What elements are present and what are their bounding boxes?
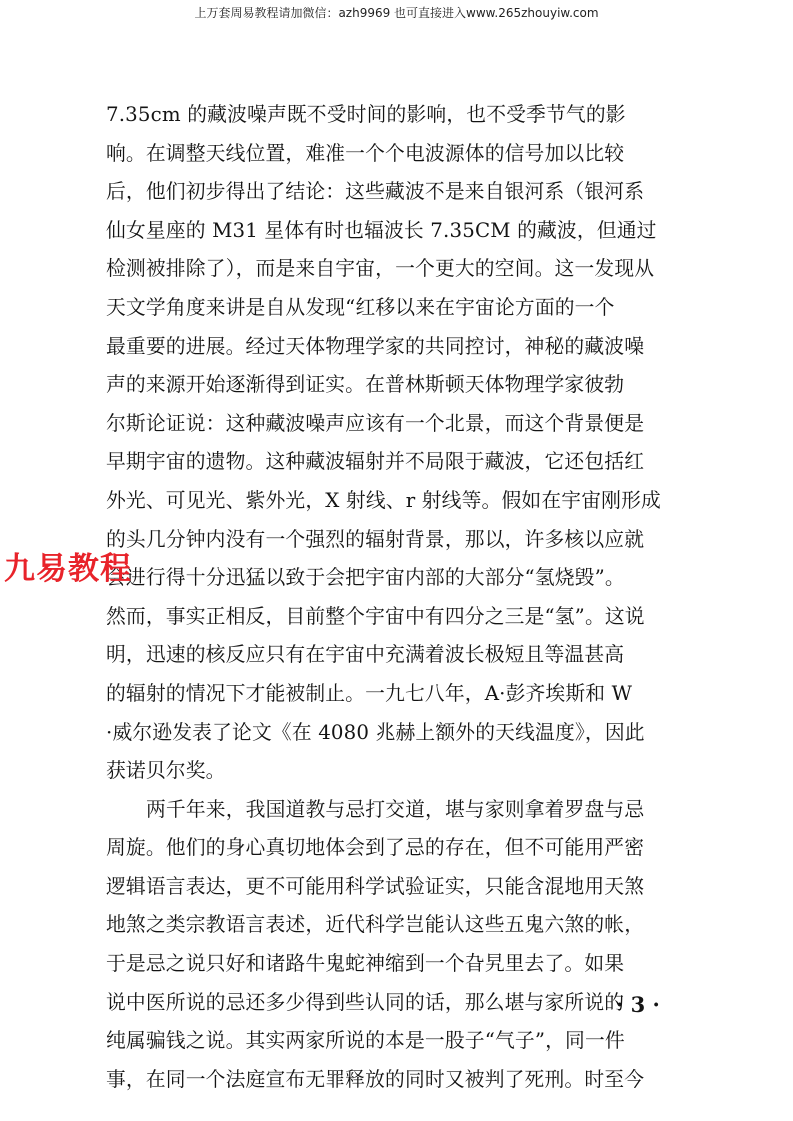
text-line: 纯属骗钱之说。其实两家所说的本是一股子“气子”，同一件 (106, 1029, 625, 1053)
text-line: 检测被排除了），而是来自宇宙，一个更大的空间。这一发现从 (106, 257, 655, 281)
paragraph-first-line: 两千年来，我国道教与忌打交道，堪与家则拿着罗盘与忌 (146, 797, 645, 821)
text-line: 地煞之类宗教语言表述，近代科学岂能认这些五鬼六煞的帐， (106, 913, 645, 937)
text-line: 声的来源开始逐渐得到证实。在普林斯顿天体物理学家彼勃 (106, 373, 625, 397)
text-line: 于是忌之说只好和诸路牛鬼蛇神缩到一个旮旯里去了。如果 (106, 952, 625, 976)
watermark-logo: 九易教程 (4, 551, 132, 587)
text-line: 早期宇宙的遗物。这种藏波辐射并不局限于藏波，它还包括红 (106, 450, 645, 474)
text-line: 最重要的进展。经过天体物理学家的共同控讨，神秘的藏波噪 (106, 334, 645, 358)
body-text (106, 96, 688, 1099)
text-line: 明，迅速的核反应只有在宇宙中充满着波长极短且等温甚高 (106, 643, 625, 667)
text-line: 天文学角度来讲是自从发现“红移以来在宇宙论方面的一个 (106, 295, 615, 319)
text-line: 逻辑语言表达，更不可能用科学试验证实，只能含混地用天煞 (106, 874, 645, 898)
text-line: 会进行得十分迅猛以致于会把宇宙内部的大部分“氢烧毁”。 (106, 566, 625, 590)
text-line: 的头几分钟内没有一个强烈的辐射背景，那以，许多核以应就 (106, 527, 645, 551)
text-line: 然而，事实正相反，目前整个宇宙中有四分之三是“氢”。这说 (106, 604, 645, 628)
page-number: · 3 · (616, 992, 660, 1017)
text-line: 外光、可见光、紫外光，X 射线、r 射线等。假如在宇宙刚形成 (106, 488, 661, 512)
page-header-banner: 上万套周易教程请加微信：azh9969 也可直接进入www.265zhouyiw.com (194, 6, 599, 20)
text-line: 的辐射的情况下才能被制止。一九七八年，A·彭齐埃斯和 W (106, 681, 633, 705)
text-line: 7.35cm 的藏波噪声既不受时间的影响，也不受季节气的影 (106, 103, 626, 126)
text-line: 响。在调整天线位置，难准一个个电波源体的信号加以比较 (106, 141, 625, 165)
text-line: 事，在同一个法庭宣布无罪释放的同时又被判了死刑。时至今 (106, 1067, 645, 1091)
text-line: 仙女星座的 M31 星体有时也辐波长 7.35CM 的藏波，但通过 (106, 218, 657, 242)
text-line: 尔斯论证说：这种藏波噪声应该有一个北景，而这个背景便是 (106, 411, 645, 435)
text-line: ·威尔逊发表了论文《在 4080 兆赫上额外的天线温度》，因此 (106, 720, 645, 744)
text-line: 说中医所说的忌还多少得到些认同的话，那么堪与家所说的 (106, 990, 625, 1014)
text-line: 周旋。他们的身心真切地体会到了忌的存在，但不可能用严密 (106, 836, 645, 860)
text-line: 获诺贝尔奖。 (106, 759, 226, 783)
text-line: 后，他们初步得出了结论：这些藏波不是来自银河系（银河系 (106, 180, 645, 204)
